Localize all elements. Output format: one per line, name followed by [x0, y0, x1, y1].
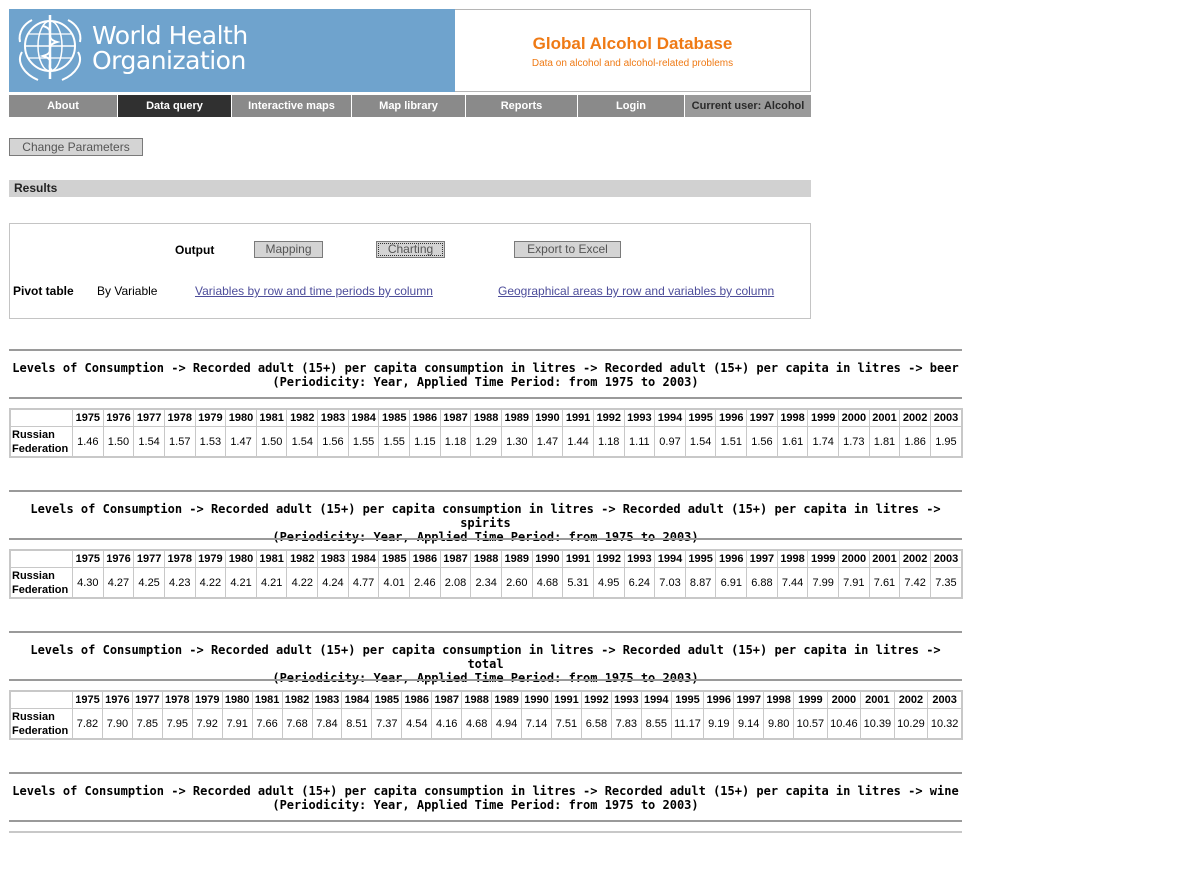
- year-header: 1981: [252, 691, 282, 709]
- year-header: 1978: [162, 691, 192, 709]
- section-divider: [9, 538, 962, 540]
- site-subtitle: Data on alcohol and alcohol-related problems: [531, 58, 734, 69]
- charting-button[interactable]: Charting: [376, 241, 445, 258]
- org-name-line1: World Health: [92, 21, 248, 50]
- results-title: Results: [14, 181, 58, 195]
- value-cell: 8.55: [641, 709, 671, 740]
- year-header: 1984: [348, 409, 379, 427]
- year-header: 1992: [581, 691, 611, 709]
- year-header: 1998: [777, 550, 808, 568]
- data-table-wine-edge: [9, 831, 962, 837]
- year-header: 1986: [410, 409, 441, 427]
- year-header: 1997: [734, 691, 764, 709]
- year-header: 1982: [282, 691, 312, 709]
- year-header: 1996: [716, 409, 747, 427]
- value-cell: 6.88: [747, 568, 778, 599]
- value-cell: 1.56: [318, 427, 349, 458]
- year-header: 1978: [164, 409, 195, 427]
- year-header: 1999: [808, 550, 839, 568]
- year-header: 1985: [379, 550, 410, 568]
- data-table-total: [9, 690, 963, 740]
- year-header: 2000: [827, 691, 861, 709]
- year-header: 1976: [102, 691, 132, 709]
- who-wordmark: [0, 0, 455, 92]
- value-cell: 7.35: [930, 568, 962, 599]
- year-header: 1978: [164, 550, 195, 568]
- year-header: 1997: [747, 550, 778, 568]
- value-cell: 7.42: [900, 568, 931, 599]
- year-header: 1993: [624, 550, 655, 568]
- corner-cell: [10, 409, 73, 427]
- value-cell: 6.24: [624, 568, 655, 599]
- value-cell: 1.54: [685, 427, 716, 458]
- value-cell: 7.91: [839, 568, 870, 599]
- results-header: [9, 180, 811, 197]
- year-header: 1979: [195, 550, 226, 568]
- year-header: 1998: [764, 691, 794, 709]
- value-cell: 1.55: [379, 427, 410, 458]
- section-divider: [9, 397, 962, 399]
- value-cell: 10.46: [827, 709, 861, 740]
- value-cell: 4.01: [379, 568, 410, 599]
- year-header: 2001: [869, 409, 900, 427]
- site-title-panel: [455, 9, 811, 92]
- value-cell: 7.90: [102, 709, 132, 740]
- value-cell: 4.68: [532, 568, 563, 599]
- table-row: [10, 568, 962, 599]
- data-table-spirits: [9, 549, 963, 599]
- year-header: 1992: [593, 409, 624, 427]
- year-header: 2002: [900, 409, 931, 427]
- value-cell: 10.57: [794, 709, 828, 740]
- value-cell: 4.94: [492, 709, 522, 740]
- value-cell: 4.27: [103, 568, 134, 599]
- pivot-table-label: Pivot table: [13, 284, 74, 298]
- nav-about[interactable]: About: [9, 95, 118, 117]
- value-cell: 4.23: [164, 568, 195, 599]
- mapping-button[interactable]: Mapping: [254, 241, 323, 258]
- nav-login[interactable]: Login: [578, 95, 685, 117]
- value-cell: 4.30: [73, 568, 104, 599]
- value-cell: 7.99: [808, 568, 839, 599]
- row-label: Russian Federation: [10, 427, 73, 458]
- row-label: Russian Federation: [10, 568, 73, 599]
- value-cell: 7.66: [252, 709, 282, 740]
- year-header: 2001: [869, 550, 900, 568]
- year-header: 1991: [563, 550, 594, 568]
- table-header-row: [10, 550, 962, 568]
- year-header: 1980: [222, 691, 252, 709]
- year-header: 1987: [440, 409, 471, 427]
- value-cell: 1.56: [747, 427, 778, 458]
- output-panel: [9, 223, 811, 319]
- year-header: 1985: [379, 409, 410, 427]
- year-header: 1989: [501, 550, 532, 568]
- year-header: 1980: [226, 550, 257, 568]
- value-cell: 4.16: [432, 709, 462, 740]
- year-header: 1977: [134, 409, 165, 427]
- year-header: 1981: [256, 409, 287, 427]
- value-cell: 1.86: [900, 427, 931, 458]
- year-header: 1984: [348, 550, 379, 568]
- org-name-line2: Organization: [92, 46, 246, 75]
- year-header: 1999: [794, 691, 828, 709]
- value-cell: 7.91: [222, 709, 252, 740]
- value-cell: 7.84: [312, 709, 342, 740]
- year-header: 1990: [532, 550, 563, 568]
- value-cell: 7.61: [869, 568, 900, 599]
- year-header: 1989: [492, 691, 522, 709]
- year-header: 1995: [671, 691, 704, 709]
- table-title: Levels of Consumption -> Recorded adult (15+) per capita consumption in litres -> Recorded adult (15+) per capita in litres -> spirits (Periodicity: Year, Applied Time Period: from 1975 to 2003): [30, 502, 941, 544]
- year-header: 1979: [195, 409, 226, 427]
- year-header: 2002: [900, 550, 931, 568]
- year-header: 1987: [432, 691, 462, 709]
- value-cell: 7.51: [552, 709, 582, 740]
- year-header: 1993: [624, 409, 655, 427]
- export-to-excel-button[interactable]: Export to Excel: [514, 241, 621, 258]
- year-header: 1983: [318, 409, 349, 427]
- year-header: 1986: [402, 691, 432, 709]
- section-divider: [9, 631, 962, 633]
- section-divider: [9, 490, 962, 492]
- value-cell: 1.74: [808, 427, 839, 458]
- year-header: 1981: [256, 550, 287, 568]
- year-header: 1984: [342, 691, 372, 709]
- value-cell: 7.95: [162, 709, 192, 740]
- value-cell: 1.54: [287, 427, 318, 458]
- pivot-by-variable: By Variable: [97, 284, 158, 298]
- year-header: 1991: [563, 409, 594, 427]
- year-header: 1975: [73, 691, 103, 709]
- value-cell: 1.57: [164, 427, 195, 458]
- year-header: 1989: [501, 409, 532, 427]
- year-header: 1997: [747, 409, 778, 427]
- change-parameters-button[interactable]: Change Parameters: [9, 138, 143, 156]
- value-cell: 4.24: [318, 568, 349, 599]
- nav-data-query[interactable]: Data query: [118, 95, 232, 117]
- year-header: 2002: [894, 691, 928, 709]
- year-header: 2003: [930, 409, 962, 427]
- year-header: 1987: [440, 550, 471, 568]
- row-label: Russian Federation: [10, 709, 73, 740]
- value-cell: 7.14: [522, 709, 552, 740]
- year-header: 1998: [777, 409, 808, 427]
- link-variables-by-row[interactable]: Variables by row and time periods by column: [195, 284, 433, 298]
- value-cell: 1.47: [226, 427, 257, 458]
- value-cell: 0.97: [655, 427, 686, 458]
- value-cell: 4.22: [287, 568, 318, 599]
- value-cell: 1.47: [532, 427, 563, 458]
- year-header: 1990: [522, 691, 552, 709]
- value-cell: 9.80: [764, 709, 794, 740]
- value-cell: 2.08: [440, 568, 471, 599]
- value-cell: 7.82: [73, 709, 103, 740]
- year-header: 1994: [655, 550, 686, 568]
- table-title: Levels of Consumption -> Recorded adult (15+) per capita consumption in litres -> Recorded adult (15+) per capita in litres -> total (Periodicity: Year, Applied Time Period: from 1975 to 2003): [30, 643, 941, 685]
- value-cell: 5.31: [563, 568, 594, 599]
- year-header: 2000: [839, 550, 870, 568]
- value-cell: 7.85: [132, 709, 162, 740]
- value-cell: 7.03: [655, 568, 686, 599]
- table-title: Levels of Consumption -> Recorded adult (15+) per capita consumption in litres -> Recorded adult (15+) per capita in litres -> wine (Periodicity: Year, Applied Time Period: from 1975 to 2003): [12, 784, 959, 812]
- year-header: 2003: [928, 691, 962, 709]
- year-header: 2000: [839, 409, 870, 427]
- site-title: Global Alcohol Database: [532, 34, 733, 53]
- value-cell: 6.58: [581, 709, 611, 740]
- link-geographical-areas-by-row[interactable]: Geographical areas by row and variables by column: [498, 284, 775, 298]
- value-cell: 2.60: [501, 568, 532, 599]
- year-header: 1976: [103, 409, 134, 427]
- value-cell: 1.18: [593, 427, 624, 458]
- year-header: 1975: [73, 550, 104, 568]
- value-cell: 8.87: [685, 568, 716, 599]
- value-cell: 1.95: [930, 427, 962, 458]
- value-cell: 4.25: [134, 568, 165, 599]
- value-cell: 4.21: [226, 568, 257, 599]
- section-divider: [9, 349, 962, 351]
- value-cell: 1.29: [471, 427, 502, 458]
- year-header: 1992: [593, 550, 624, 568]
- value-cell: 1.30: [501, 427, 532, 458]
- value-cell: 2.34: [471, 568, 502, 599]
- value-cell: 1.15: [410, 427, 441, 458]
- year-header: 1996: [716, 550, 747, 568]
- nav-interactive-maps[interactable]: Interactive maps: [232, 95, 352, 117]
- data-table-beer: [9, 408, 963, 458]
- value-cell: 9.19: [704, 709, 734, 740]
- year-header: 1983: [318, 550, 349, 568]
- year-header: 1975: [73, 409, 104, 427]
- value-cell: 6.91: [716, 568, 747, 599]
- table-header-row: [10, 691, 962, 709]
- output-label: Output: [175, 243, 215, 257]
- value-cell: 7.37: [372, 709, 402, 740]
- value-cell: 7.44: [777, 568, 808, 599]
- table-row: [10, 709, 962, 740]
- section-divider: [9, 679, 962, 681]
- value-cell: 1.81: [869, 427, 900, 458]
- year-header: 1988: [471, 409, 502, 427]
- value-cell: 1.51: [716, 427, 747, 458]
- value-cell: 7.92: [192, 709, 222, 740]
- value-cell: 2.46: [410, 568, 441, 599]
- value-cell: 4.95: [593, 568, 624, 599]
- year-header: 1977: [134, 550, 165, 568]
- nav-map-library[interactable]: Map library: [352, 95, 466, 117]
- value-cell: 1.54: [134, 427, 165, 458]
- value-cell: 10.39: [861, 709, 895, 740]
- value-cell: 1.18: [440, 427, 471, 458]
- table-header-row: [10, 409, 962, 427]
- value-cell: 4.22: [195, 568, 226, 599]
- corner-cell: [10, 691, 73, 709]
- year-header: 1999: [808, 409, 839, 427]
- value-cell: 1.55: [348, 427, 379, 458]
- nav-reports[interactable]: Reports: [466, 95, 578, 117]
- year-header: 1988: [471, 550, 502, 568]
- year-header: 1988: [462, 691, 492, 709]
- section-divider: [9, 820, 962, 822]
- value-cell: 4.21: [256, 568, 287, 599]
- year-header: 1994: [641, 691, 671, 709]
- value-cell: 1.50: [103, 427, 134, 458]
- table-title: Levels of Consumption -> Recorded adult (15+) per capita consumption in litres -> Recorded adult (15+) per capita in litres -> beer (Periodicity: Year, Applied Time Period: from 1975 to 2003): [12, 361, 959, 389]
- value-cell: 1.73: [839, 427, 870, 458]
- value-cell: 1.11: [624, 427, 655, 458]
- year-header: 1986: [410, 550, 441, 568]
- value-cell: 11.17: [671, 709, 704, 740]
- section-divider: [9, 772, 962, 774]
- value-cell: 1.44: [563, 427, 594, 458]
- value-cell: 1.46: [73, 427, 104, 458]
- current-user-label: Current user: Alcohol: [685, 95, 811, 117]
- year-header: 2003: [930, 550, 962, 568]
- value-cell: 4.68: [462, 709, 492, 740]
- year-header: 1990: [532, 409, 563, 427]
- value-cell: 1.53: [195, 427, 226, 458]
- year-header: 1993: [611, 691, 641, 709]
- year-header: 2001: [861, 691, 895, 709]
- year-header: 1980: [226, 409, 257, 427]
- year-header: 1979: [192, 691, 222, 709]
- year-header: 1982: [287, 409, 318, 427]
- value-cell: 4.54: [402, 709, 432, 740]
- value-cell: 7.83: [611, 709, 641, 740]
- year-header: 1982: [287, 550, 318, 568]
- year-header: 1976: [103, 550, 134, 568]
- year-header: 1977: [132, 691, 162, 709]
- year-header: 1983: [312, 691, 342, 709]
- year-header: 1991: [552, 691, 582, 709]
- year-header: 1994: [655, 409, 686, 427]
- value-cell: 10.32: [928, 709, 962, 740]
- value-cell: 7.68: [282, 709, 312, 740]
- year-header: 1996: [704, 691, 734, 709]
- value-cell: 1.61: [777, 427, 808, 458]
- value-cell: 9.14: [734, 709, 764, 740]
- value-cell: 10.29: [894, 709, 928, 740]
- year-header: 1985: [372, 691, 402, 709]
- value-cell: 4.77: [348, 568, 379, 599]
- corner-cell: [10, 550, 73, 568]
- year-header: 1995: [685, 409, 716, 427]
- year-header: 1995: [685, 550, 716, 568]
- value-cell: 8.51: [342, 709, 372, 740]
- value-cell: 1.50: [256, 427, 287, 458]
- table-row: [10, 427, 962, 458]
